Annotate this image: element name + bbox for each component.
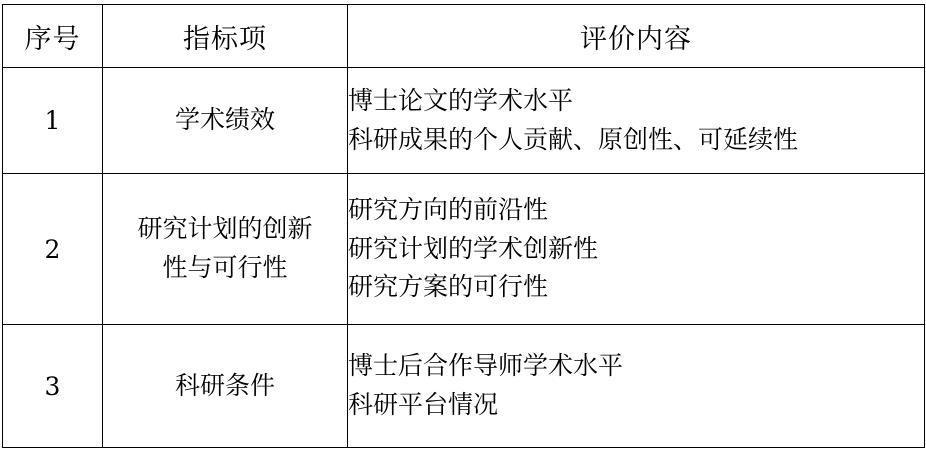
row-item [103,174,348,325]
column-header-content: 评价内容 [348,5,925,68]
row-index: 1 [3,68,103,174]
row-description-line: 研究方案的可行性 [348,272,549,302]
column-header-index: 序号 [3,5,103,68]
row-description-line: 研究方向的前沿性 [348,194,549,224]
row-description-line: 研究计划的学术创新性 [348,233,599,263]
row-index: 3 [3,325,103,448]
row-item-line: 科研条件 [174,370,275,400]
table-row [3,174,925,325]
row-item-line: 学术绩效 [174,105,275,135]
row-description [348,174,925,325]
row-item-line: 性与可行性 [162,253,288,282]
table-row [3,68,925,174]
row-item [103,68,348,174]
row-description-line: 博士后合作导师学术水平 [348,351,624,381]
row-description-line: 科研成果的个人贡献、原创性、可延续性 [348,124,799,154]
column-header-item: 指标项 [103,5,348,68]
row-item-line: 研究计划的创新 [137,214,313,244]
table-row [3,325,925,448]
row-description-line: 科研平台情况 [348,390,499,419]
row-index: 2 [3,174,103,325]
document-page [0,4,926,450]
row-description [348,68,925,174]
row-item [103,325,348,448]
row-description-line: 博士论文的学术水平 [348,85,574,115]
evaluation-table [2,4,925,448]
row-description [348,325,925,448]
table-header-row [3,5,925,68]
